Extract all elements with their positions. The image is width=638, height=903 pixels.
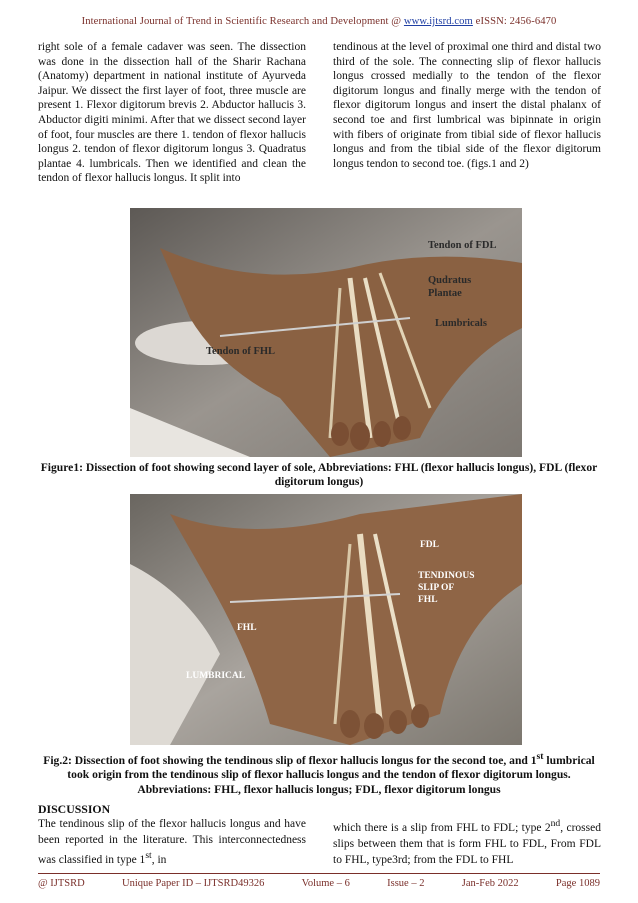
footer-page: Page 1089 (555, 878, 600, 889)
footer-issue: Issue – 2 (387, 878, 425, 889)
label-plantae: Plantae (428, 288, 462, 299)
discussion-text-left: The tendinous slip of the flexor hallucis longus and have been reported in the literature. This interconnectedness was classified in type 1st, in (38, 818, 306, 866)
footer-volume: Volume – 6 (301, 878, 350, 889)
discussion-text-right: which there is a slip from FHL to FDL; type 2nd, crossed slips between them that is form FHL to FDL, From FDL to FHL, type3rd; from the FDL to FHL (333, 818, 601, 866)
figure-1-caption: Figure1: Dissection of foot showing second layer of sole, Abbreviations: FHL (flexor hallucis longus), FDL (flexor digitorum longus) (40, 461, 598, 489)
label-fdl: FDL (420, 540, 439, 550)
footer-divider (38, 873, 600, 874)
figure-1-photo (130, 208, 522, 457)
running-header (0, 16, 638, 27)
footer-paper-id: Unique Paper ID – IJTSRD49326 (122, 878, 265, 889)
figure-2-illustration (130, 494, 522, 745)
footer-date: Jan-Feb 2022 (461, 878, 519, 889)
label-tendon-fhl: Tendon of FHL (206, 346, 276, 357)
journal-url-link[interactable]: www.ijtsrd.com (403, 16, 473, 27)
running-footer (38, 878, 600, 889)
figure-2-photo (130, 494, 522, 745)
footer-journal: @ IJTSRD (38, 878, 85, 889)
figure-1-illustration (130, 208, 522, 457)
label-lumbrical: LUMBRICAL (186, 671, 246, 681)
label-fhl: FHL (237, 623, 257, 633)
body-text-left: right sole of a female cadaver was seen. The dissection was done in the dissection hall of the Sharir Rachana (Anatomy) department in national institute of Ayurveda Jaipur. We dissect the first layer of foot, three muscle are present 1. Flexor digitorum brevis 2. Abductor hallucis 3. Abductor digiti minimi. After that we dissect second layer of foot, four muscles are there 1. tendon of flexor hallucis longus 2. tendon of flexor digitorum longus 3. Quadratus plantae 4. lumbricals. Then we identified and clean the tendon of flexor hallucis longus. It split into (38, 41, 306, 185)
eissn: eISSN: 2456-6470 (475, 16, 557, 27)
label-tendinous: TENDINOUS (418, 571, 475, 581)
journal-name: International Journal of Trend in Scientific Research and Development @ (81, 16, 402, 27)
label-slip-fhl: FHL (418, 595, 438, 605)
section-heading-discussion: DISCUSSION (38, 802, 111, 816)
label-tendon-fdl: Tendon of FDL (428, 240, 497, 251)
label-slip-of: SLIP OF (418, 583, 455, 593)
body-text-right: tendinous at the level of proximal one third and distal two third of the sole. The connecting slip of flexor hallucis longus crossed medially to the tendon of the flexor digitorum longus and finally merge with the tendon of flexor digitorum longus and insert the distal phalanx of second toe and first lumbrical was bipinnate in origin with fibers of originate from tibial side of flexor hallucis longus and from the tibial side of the flexor digitorum longus tendon to second toe. (figs.1 and 2) (333, 41, 601, 170)
label-lumbricals: Lumbricals (435, 318, 487, 329)
label-quadratus: Qudratus (428, 275, 472, 286)
figure-2-caption: Fig.2: Dissection of foot showing the tendinous slip of flexor hallucis longus for the second toe, and 1st lumbrical took origin from the tendinous slip of flexor hallucis longus and the tendon of flexor digitorum longus. Abbreviations: FHL, flexor hallucis longus; FDL, flexor digitorum longus (43, 751, 595, 796)
